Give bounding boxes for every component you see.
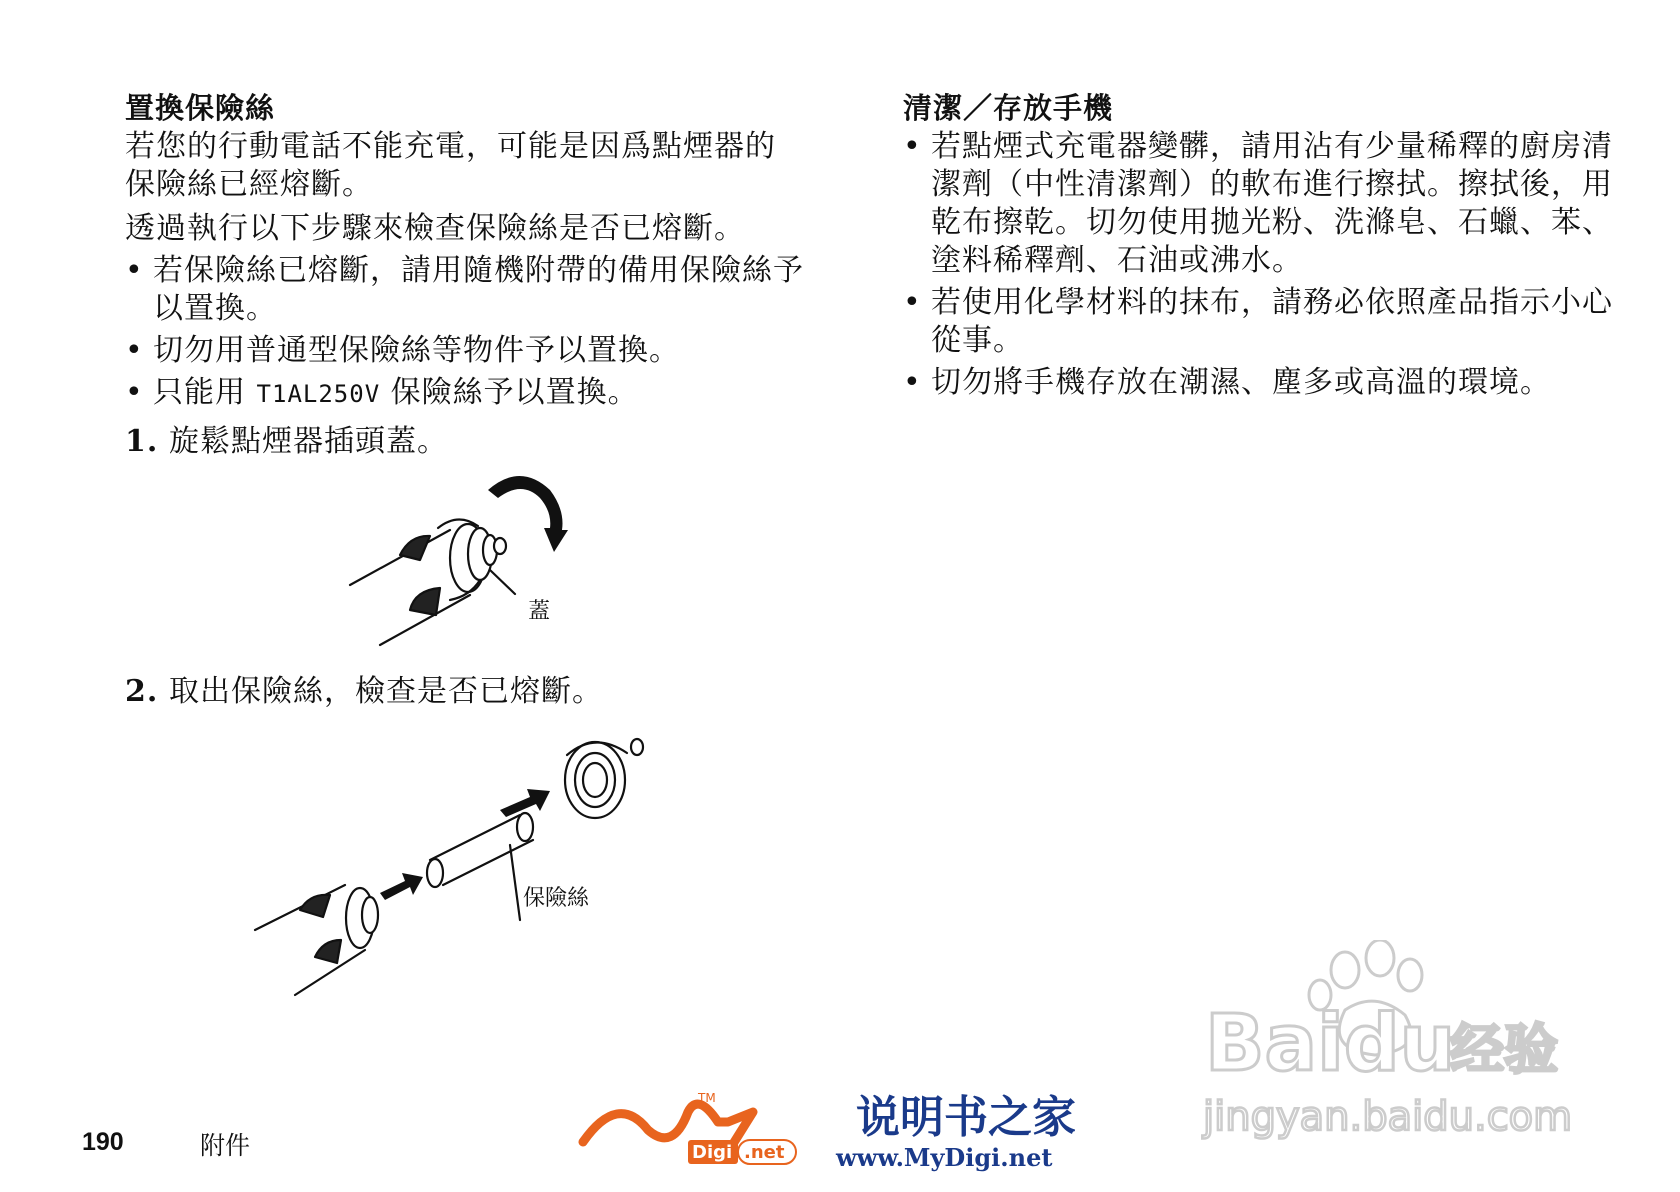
intro-paragraph-1: 若您的行動電話不能充電，可能是因爲點煙器的保險絲已經熔斷。 xyxy=(125,129,776,202)
fig2-callout-label: 保險絲 xyxy=(523,886,590,911)
step-1: 1. 旋鬆點煙器插頭蓋。 xyxy=(125,424,448,459)
baidu-jingyan-label: 经验 xyxy=(1450,1018,1558,1081)
list-item: • 切勿將手機存放在潮濕、塵多或高溫的環境。 xyxy=(903,365,1551,400)
baidu-url: jingyan.baidu.com xyxy=(1203,1094,1573,1140)
left-column xyxy=(125,88,845,461)
list-item: • 只能用 T1AL250V 保險絲予以置換。 xyxy=(125,375,639,410)
fuse-code: T1AL250V xyxy=(256,380,381,408)
paw-icon xyxy=(1331,952,1359,988)
logo-url: www.MyDigi.net xyxy=(836,1143,1053,1172)
logo-chinese-title: 说明书之家 xyxy=(856,1092,1076,1143)
list-item: • 若點煙式充電器變髒，請用沾有少量稀釋的廚房清潔劑（中性清潔劑）的軟布進行擦拭。擦拭後，用乾布擦乾。切勿使用拋光粉、洗滌皂、石蠟、苯、塗料稀釋劑、石油或沸水。 xyxy=(903,129,1613,278)
step-2: 2. 取出保險絲，檢查是否已熔斷。 xyxy=(125,674,603,709)
logo-net: .net xyxy=(744,1142,785,1163)
page-number: 190 xyxy=(82,1128,124,1156)
figure-unscrew-cap xyxy=(340,470,600,650)
fig1-callout-label: 蓋 xyxy=(528,599,551,624)
section-heading-fuse: 置換保險絲 xyxy=(125,91,276,125)
right-column xyxy=(903,88,1623,402)
svg-text:TM: TM xyxy=(698,1091,716,1105)
list-item: • 若使用化學材料的抹布，請務必依照產品指示小心從事。 xyxy=(903,285,1613,358)
mydigi-logo xyxy=(578,1082,1098,1172)
baidu-jingyan-watermark xyxy=(1195,940,1595,1150)
fuse-bullet-list xyxy=(125,252,805,413)
section-heading-cleaning: 清潔／存放手機 xyxy=(903,91,1114,125)
logo-digi: Digi xyxy=(692,1142,733,1163)
list-item: • 切勿用普通型保險絲等物件予以置換。 xyxy=(125,333,680,368)
figure-remove-fuse xyxy=(255,735,675,1005)
intro-paragraph-2: 透過執行以下步驟來檢查保險絲是否已熔斷。 xyxy=(125,211,745,246)
cleaning-bullet-list xyxy=(903,128,1623,402)
footer-section-label: 附件 xyxy=(200,1131,251,1160)
baidu-wordmark: Baidu xyxy=(1205,999,1456,1089)
list-item: • 若保險絲已熔斷，請用隨機附帶的備用保險絲予以置換。 xyxy=(125,253,804,326)
